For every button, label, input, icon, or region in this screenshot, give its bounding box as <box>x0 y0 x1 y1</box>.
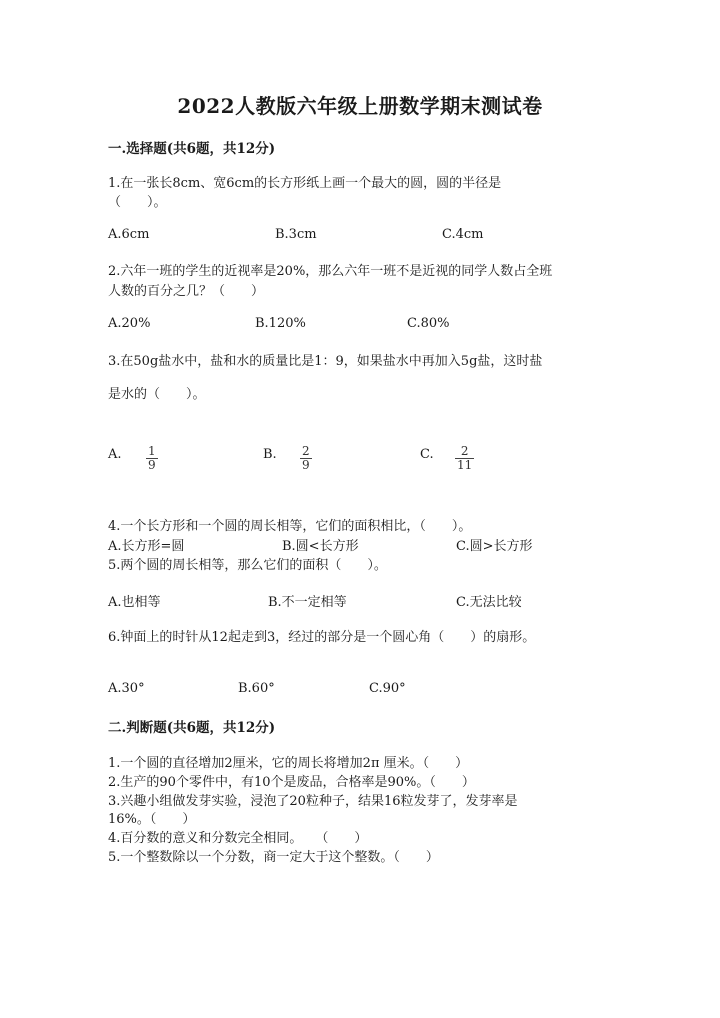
question-1-option-c: C.4cm <box>442 227 484 242</box>
question-4-option-c: C.圆>长方形 <box>456 539 533 554</box>
judgment-3-text: 3.兴趣小组做发芽实验，浸泡了20粒种子，结果16粒发芽了，发芽率是 <box>108 794 518 809</box>
question-6-option-b: B.60° <box>238 681 275 696</box>
question-1-text: 1.在一张长8cm、宽6cm的长方形纸上画一个最大的圆，圆的半径是 <box>108 176 502 191</box>
fraction-denominator: 9 <box>148 458 156 472</box>
question-2-option-b: B.120% <box>255 316 306 331</box>
fraction-denominator: 11 <box>457 458 473 472</box>
question-4-option-b: B.圆<长方形 <box>282 539 359 554</box>
question-5-option-a: A.也相等 <box>108 595 161 610</box>
section-2-heading: 二.判断题(共6题，共12分) <box>108 720 276 736</box>
question-2-text-cont: 人数的百分之几？（ ） <box>108 284 265 299</box>
judgment-2-text: 2.生产的90个零件中，有10个是废品，合格率是90%。（ ） <box>108 775 475 790</box>
judgment-3-text-cont: 16%。（ ） <box>108 812 196 827</box>
question-5-option-b: B.不一定相等 <box>268 595 347 610</box>
fraction-denominator: 9 <box>302 458 310 472</box>
question-3-option-c-label: C. <box>420 447 434 462</box>
question-3-option-b-label: B. <box>263 447 277 462</box>
fraction-numerator: 1 <box>148 444 156 458</box>
judgment-1-text: 1.一个圆的直径增加2厘米，它的周长将增加2π 厘米。（ ） <box>108 756 469 771</box>
question-3-text-cont: 是水的（ ）。 <box>108 387 206 402</box>
question-6-text: 6.钟面上的时针从12起走到3，经过的部分是一个圆心角（ ）的扇形。 <box>108 630 536 645</box>
question-1-option-a: A.6cm <box>108 227 150 242</box>
question-5-text: 5.两个圆的周长相等，那么它们的面积（ ）。 <box>108 558 387 573</box>
question-1-text-cont: （ ）。 <box>108 195 167 210</box>
judgment-4-text: 4.百分数的意义和分数完全相同。 （ ） <box>108 831 368 846</box>
question-3-option-b-fraction <box>300 440 312 472</box>
question-6-option-a: A.30° <box>108 681 145 696</box>
question-3-option-c-fraction <box>455 440 474 472</box>
question-3-text: 3.在50g盐水中，盐和水的质量比是1：9，如果盐水中再加入5g盐，这时盐 <box>108 354 543 369</box>
question-2-option-a: A.20% <box>108 316 151 331</box>
question-4-text: 4.一个长方形和一个圆的周长相等，它们的面积相比，（ ）。 <box>108 519 472 534</box>
question-2-option-c: C.80% <box>407 316 450 331</box>
question-4-option-a: A.长方形=圆 <box>108 539 185 554</box>
question-5-option-c: C.无法比较 <box>456 595 522 610</box>
page-title: 2022人教版六年级上册数学期末测试卷 <box>177 94 543 118</box>
question-3-option-a-fraction <box>146 440 158 472</box>
question-3-option-a-label: A. <box>108 447 122 462</box>
fraction-numerator: 2 <box>302 444 310 458</box>
section-1-heading: 一.选择题(共6题，共12分) <box>108 141 276 157</box>
question-1-option-b: B.3cm <box>275 227 317 242</box>
judgment-5-text: 5.一个整数除以一个分数，商一定大于这个整数。（ ） <box>108 850 439 865</box>
question-2-text: 2.六年一班的学生的近视率是20%，那么六年一班不是近视的同学人数占全班 <box>108 264 553 279</box>
question-6-option-c: C.90° <box>369 681 406 696</box>
fraction-numerator: 2 <box>460 444 469 458</box>
